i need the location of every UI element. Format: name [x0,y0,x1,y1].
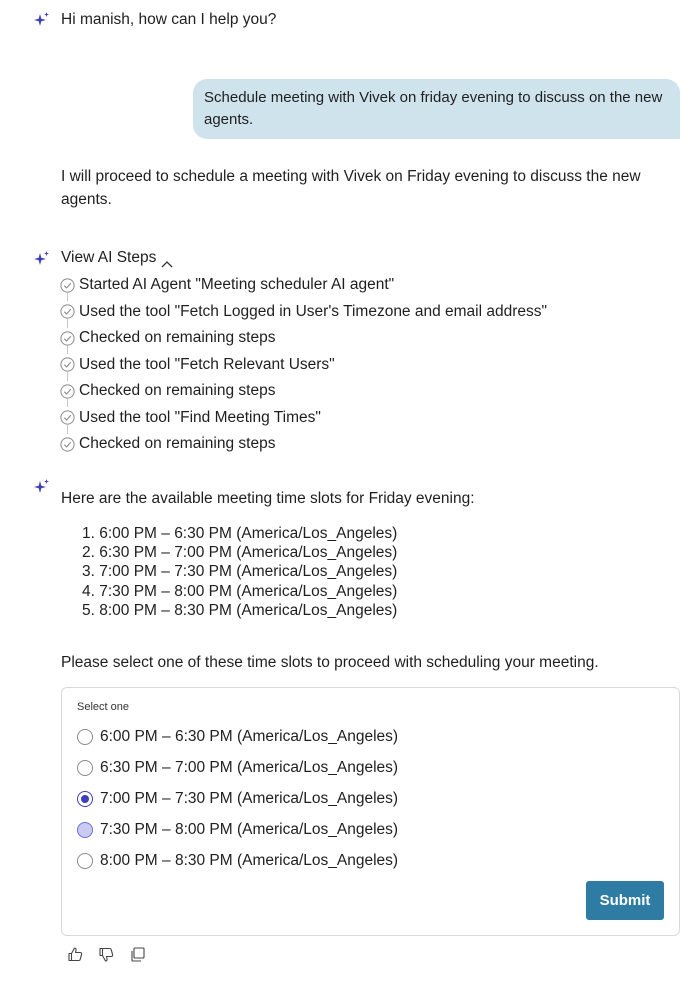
time-slot-item: 5. 8:00 PM – 8:30 PM (America/Los_Angeles) [82,601,398,619]
radio-option[interactable] [77,815,398,846]
check-circle-icon [60,384,75,399]
ai-step-item [60,325,547,352]
radio-group [77,721,398,877]
radio-option-label: 8:00 PM – 8:30 PM (America/Los_Angeles) [100,852,399,870]
check-circle-icon [60,437,75,452]
ai-step-item [60,405,547,432]
time-slots-list [82,524,397,620]
ai-step-label: Checked on remaining steps [79,382,276,400]
radio-button[interactable] [77,853,93,869]
ai-step-label: Used the tool "Fetch Logged in User's Timezone and email address" [79,302,548,320]
ai-step-label: Used the tool "Fetch Relevant Users" [79,355,335,373]
check-circle-icon [60,304,75,319]
radio-option-label: 7:30 PM – 8:00 PM (America/Los_Angeles) [100,821,399,839]
thumbs-up-icon[interactable] [67,946,84,963]
time-slot-item: 3. 7:00 PM – 7:30 PM (America/Los_Angeles) [82,563,398,581]
radio-button[interactable] [77,791,93,807]
radio-option-label: 6:30 PM – 7:00 PM (America/Los_Angeles) [100,758,399,776]
time-slot-item: 1. 6:00 PM – 6:30 PM (America/Los_Angeles) [82,525,398,542]
time-slot-selector-card [61,687,680,936]
radio-option[interactable] [77,783,398,814]
slots-intro: Here are the available meeting time slots for Friday evening: [61,490,475,507]
ai-step-item [60,352,547,379]
time-slot-item: 4. 7:30 PM – 8:00 PM (America/Los_Angeles) [82,582,398,600]
check-circle-icon [60,331,75,346]
radio-button[interactable] [77,760,93,776]
ai-step-label: Checked on remaining steps [79,435,276,453]
ai-step-item [60,299,547,326]
radio-option-label: 7:00 PM – 7:30 PM (America/Los_Angeles) [100,789,399,807]
assistant-sparkle-icon [33,478,51,496]
assistant-sparkle-icon [33,250,51,268]
radio-option[interactable] [77,752,398,783]
ai-step-label: Checked on remaining steps [79,329,276,347]
radio-option[interactable] [77,721,398,752]
copy-icon[interactable] [129,946,146,963]
thumbs-down-icon[interactable] [98,946,115,963]
feedback-actions [67,946,146,963]
radio-option-label: 6:00 PM – 6:30 PM (America/Los_Angeles) [100,727,399,745]
check-circle-icon [60,410,75,425]
user-message-bubble: Schedule meeting with Vivek on friday evening to discuss on the new agents. [193,79,680,139]
assistant-reply: I will proceed to schedule a meeting with Vivek on Friday evening to discuss the new agents. [61,168,641,208]
selector-legend: Select one [77,701,129,713]
ai-step-label: Used the tool "Find Meeting Times" [79,408,321,426]
check-circle-icon [60,357,75,372]
ai-step-item [60,272,547,299]
assistant-sparkle-icon [33,11,51,29]
radio-button[interactable] [77,822,93,838]
select-prompt: Please select one of these time slots to proceed with scheduling your meeting. [61,654,599,671]
time-slot-item: 2. 6:30 PM – 7:00 PM (America/Los_Angeles) [82,544,398,562]
submit-button[interactable]: Submit [586,881,664,920]
ai-step-item [60,431,547,458]
view-ai-steps-label: View AI Steps [61,249,157,266]
ai-steps-list [60,272,547,458]
ai-step-label: Started AI Agent "Meeting scheduler AI agent" [79,276,395,294]
view-ai-steps-toggle[interactable] [61,248,173,268]
radio-button[interactable] [77,729,93,745]
assistant-greeting: Hi manish, how can I help you? [61,11,277,28]
check-circle-icon [60,278,75,293]
radio-option[interactable] [77,846,398,877]
chevron-up-icon [161,254,173,262]
ai-step-item [60,378,547,405]
